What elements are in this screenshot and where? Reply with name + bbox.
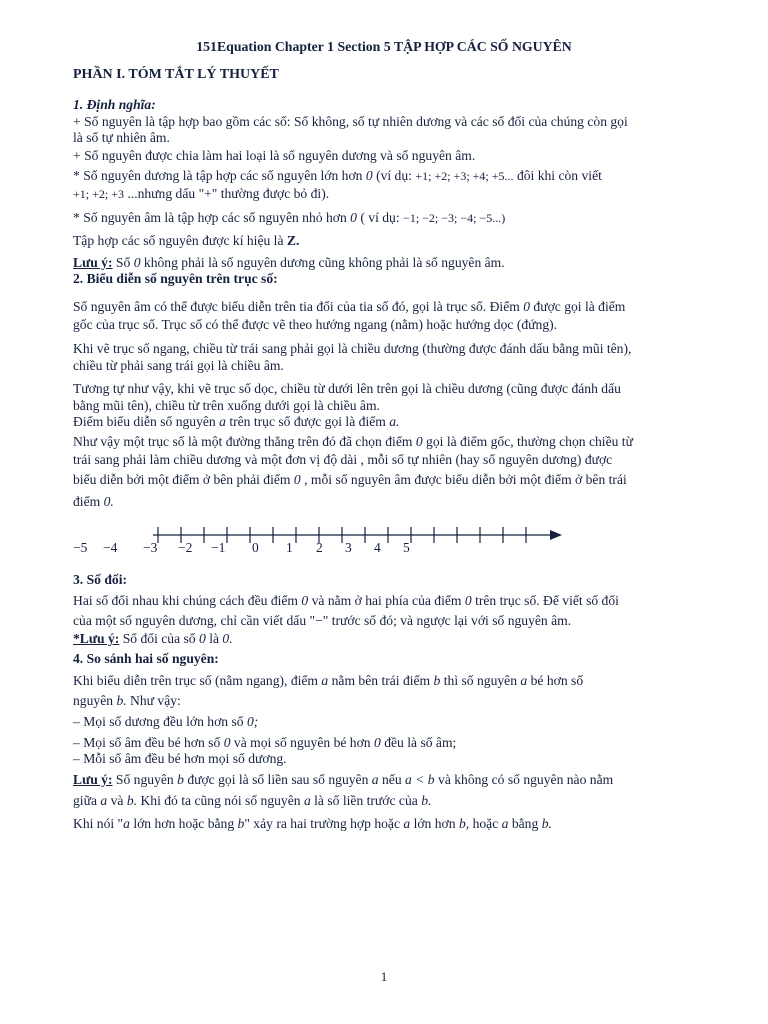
s1-line1: + Số nguyên là tập hợp bao gồm các số: Số không, số tự nhiên dương và các số đối của chúng còn gọi (73, 114, 628, 129)
text-span: Số nguyên âm có thể được biểu diễn trên tia đối của tia số đó, gọi là trục số. Điểm (73, 299, 520, 314)
s4-note-line1 (73, 772, 613, 788)
math-a: a (520, 673, 528, 688)
text-span: và (110, 793, 124, 808)
minus-sign-quote: "−" (309, 613, 329, 628)
math-a: a (123, 816, 130, 831)
text-span: nằm bên trái điểm (331, 673, 431, 688)
math-a: a (371, 772, 379, 787)
text-span: hoặc (472, 816, 499, 831)
text-span: giữa (73, 793, 97, 808)
text-span: nếu (381, 772, 402, 787)
math-b: b (433, 673, 441, 688)
math-zero: 0. (103, 494, 114, 509)
math-b: b. (421, 793, 432, 808)
text-span: ...nhưng dấu "+" thường được bỏ đi). (127, 186, 330, 201)
number-line-label: 1 (286, 540, 293, 555)
text-span: – Mọi số âm đều bé hơn số (73, 735, 221, 750)
s4-line5: – Mỗi số âm đều bé hơn mọi số dương. (73, 751, 287, 766)
number-line-label: −3 (143, 540, 158, 555)
text-span: Số nguyên (115, 772, 174, 787)
text-span: được gọi là số liền sau số nguyên (187, 772, 369, 787)
note-label: Lưu ý: (73, 772, 113, 787)
text-span: là (209, 631, 220, 646)
text-span: Hai số đối nhau khi chúng cách đều điểm (73, 593, 298, 608)
math-zero: 0 (293, 472, 301, 487)
part-heading: PHẦN I. TÓM TẮT LÝ THUYẾT (73, 67, 279, 82)
text-span: – Mọi số dương đều lớn hơn số (73, 714, 244, 729)
math-inequality: a < b (405, 772, 435, 787)
text-span: và mọi số nguyên bé hơn (233, 735, 371, 750)
text-span: và không có số nguyên nào nằm (438, 772, 614, 787)
arrow-head-icon (550, 530, 562, 540)
number-line-label: −5 (73, 540, 88, 555)
text-span: đôi khi còn viết (516, 168, 602, 183)
note-label: *Lưu ý: (73, 631, 120, 646)
math-zero: 0 (365, 168, 373, 183)
text-span: Tập hợp các số nguyên được kí hiệu là (73, 233, 284, 248)
text-span: và nằm ở hai phía của điểm (311, 593, 462, 608)
math-a: a (100, 793, 108, 808)
text-span: Số đối của số (122, 631, 196, 646)
s2-p3-line2: bằng mũi tên), chiều từ trên xuống dưới gọi là chiều âm. (73, 398, 380, 413)
math-b: b (177, 772, 184, 787)
text-span: lớn hơn hoặc bằng (133, 816, 235, 831)
math-b: b (237, 816, 245, 831)
section-3-heading: 3. Số đối: (73, 572, 128, 587)
text-span: đều là số âm; (384, 735, 457, 750)
math-zero: 0 (133, 255, 141, 270)
math-zero: 0. (222, 631, 233, 646)
math-a: a (321, 673, 329, 688)
math-zero: 0 (374, 735, 381, 750)
s1-line3: + Số nguyên được chia làm hai loại là số nguyên dương và số nguyên âm. (73, 148, 476, 163)
math-a: a (219, 414, 226, 429)
text-span: không phải là số nguyên dương cũng không phải là số nguyên âm. (143, 255, 505, 270)
s3-note (73, 631, 233, 647)
number-line-label: 4 (374, 540, 381, 555)
text-span: là số liền trước của (314, 793, 418, 808)
text-span: Khi đó ta cũng nói số nguyên (140, 793, 301, 808)
note-label: Lưu ý: (73, 255, 113, 270)
text-span: Như vậy: (130, 693, 181, 708)
s3-line2 (73, 613, 571, 629)
number-line-label: −1 (211, 540, 226, 555)
s4-note-line2 (73, 793, 431, 809)
number-line-label: 2 (316, 540, 323, 555)
text-span: trên trục số được gọi là điểm (229, 414, 386, 429)
math-zero: 0 (464, 593, 472, 608)
s2-p2-line2: chiều từ phải sang trái gọi là chiều âm. (73, 358, 284, 373)
math-zero: 0 (301, 593, 309, 608)
text-span: bé hơn số (530, 673, 584, 688)
math-a: a. (389, 414, 400, 429)
s1-line2: là số tự nhiên âm. (73, 130, 170, 145)
section-2-heading: 2. Biểu diễn số nguyên trên trục số: (73, 271, 278, 286)
math-b: b, (458, 816, 470, 831)
math-b: b. (126, 793, 138, 808)
math-zero: 0 (523, 299, 531, 314)
document-title: 151Equation Chapter 1 Section 5 TẬP HỢP CÁC SỐ NGUYÊN (196, 39, 572, 54)
s4-line2 (73, 693, 181, 709)
math-zero: 0 (350, 210, 357, 225)
text-span: thì số nguyên (443, 673, 518, 688)
s2-p3-line1: Tương tự như vậy, khi vẽ trục số dọc, chiều từ dưới lên trên gọi là chiều dương (cũng được đánh dấu (73, 381, 621, 396)
s4-line3 (73, 714, 258, 730)
number-line-label: −2 (178, 540, 193, 555)
text-span: Khi nói " (73, 816, 124, 831)
s3-line1 (73, 593, 619, 609)
text-span: " xảy ra hai trường hợp hoặc (244, 816, 400, 831)
math-example: +1; +2; +3; +4; +5... (415, 169, 514, 183)
text-span: * Số nguyên âm là tập hợp các số nguyên nhỏ hơn (73, 210, 347, 225)
math-zero: 0 (415, 434, 423, 449)
s2-p4-line2: trái sang phải làm chiều dương và một đơn vị độ dài , mỗi số tự nhiên (hay số nguyên dương) được (73, 452, 613, 467)
math-zero: 0; (246, 714, 259, 729)
text-span: ( ví dụ: (360, 210, 400, 225)
math-set-z: Z. (286, 233, 300, 248)
text-span: gọi là điểm gốc, thường chọn chiều từ (426, 434, 633, 449)
text-span: (ví dụ: (376, 168, 412, 183)
number-line-label: 5 (403, 540, 410, 555)
s4-line6 (73, 816, 552, 832)
s4-line4 (73, 735, 456, 751)
number-line-label: 3 (345, 540, 352, 555)
text-span: trên trục số. Để viết số đối (475, 593, 619, 608)
math-a: a (403, 816, 411, 831)
text-span: trước số đó; và ngược lại với số nguyên âm. (331, 613, 572, 628)
section-1-heading: 1. Định nghĩa: (73, 97, 156, 112)
math-example: −1; −2; −3; −4; −5...) (403, 211, 506, 225)
math-a: a (501, 816, 509, 831)
text-span: nguyên (73, 693, 114, 708)
text-span: được gọi là điểm (533, 299, 626, 314)
s2-p2-line1: Khi vẽ trục số ngang, chiều từ trái sang phải gọi là chiều dương (thường được đánh dấu bằng mũi tên), (73, 341, 632, 356)
page-number: 1 (380, 969, 388, 984)
text-span: , mỗi số nguyên âm được biểu diễn bởi một điểm ở bên trái (304, 472, 627, 487)
math-zero: 0 (223, 735, 231, 750)
text-span: Khi biểu diễn trên trục số (nằm ngang), điểm (73, 673, 318, 688)
s2-p1-line2: gốc của trục số. Trục số có thể được vẽ theo hướng ngang (nằm) hoặc hướng dọc (đứng). (73, 317, 558, 332)
text-span: điểm (73, 494, 101, 509)
number-line-label: −4 (103, 540, 118, 555)
math-zero: 0 (199, 631, 206, 646)
s4-line1 (73, 673, 583, 689)
text-span: Điểm biểu diễn số nguyên (73, 414, 216, 429)
number-line-label: 0 (252, 540, 259, 555)
section-4-heading: 4. So sánh hai số nguyên: (73, 651, 219, 666)
text-span: * Số nguyên dương là tập hợp các số nguyên lớn hơn (73, 168, 363, 183)
math-b: b. (116, 693, 127, 708)
text-span: Số (115, 255, 131, 270)
math-example: +1; +2; +3 (73, 187, 124, 201)
text-span: bằng (511, 816, 539, 831)
text-span: của một số nguyên dương, chỉ cần viết dấu (73, 613, 307, 628)
math-b: b. (541, 816, 552, 831)
math-a: a (303, 793, 311, 808)
text-span: biểu diễn bởi một điểm ở bên phải điểm (73, 472, 291, 487)
text-span: lớn hơn (413, 816, 456, 831)
text-span: Như vậy một trục số là một đường thẳng trên đó đã chọn điểm (73, 434, 413, 449)
